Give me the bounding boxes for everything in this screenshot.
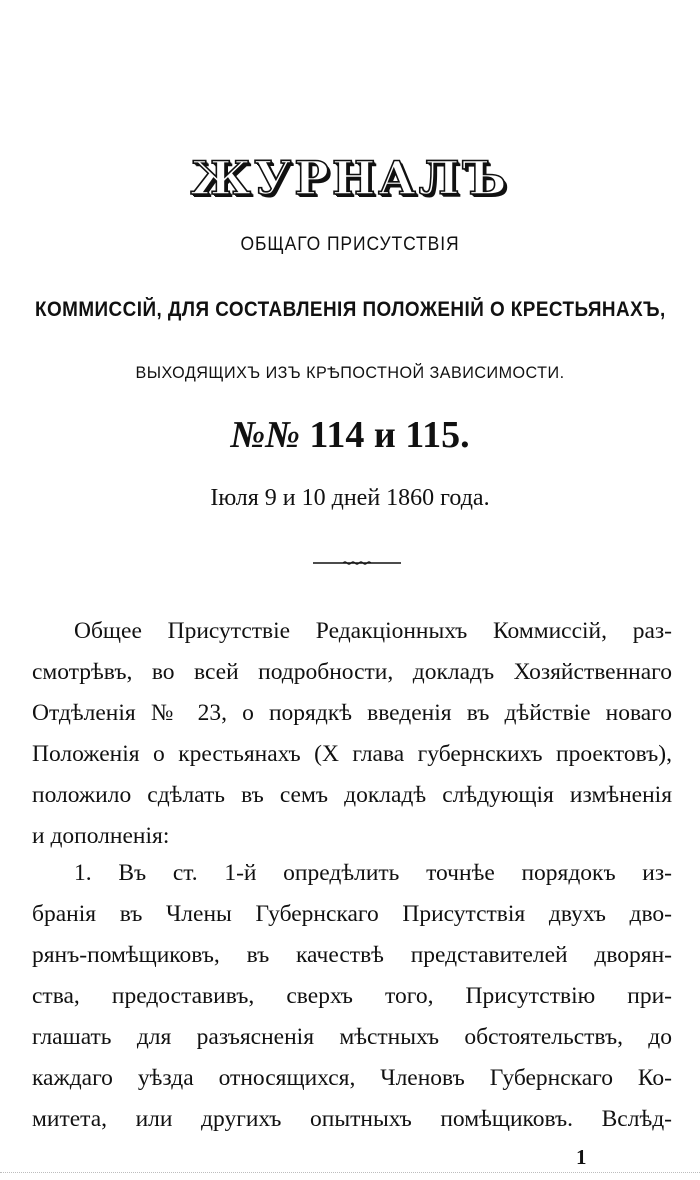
paragraph-item-1 — [32, 853, 672, 1140]
text-line: смотрѣвъ, во всей подробности, докладъ Хозяйственнаго — [32, 659, 672, 685]
text-line: глашать для разъясненія мѣстныхъ обстоятельствъ, до — [32, 1024, 672, 1050]
paragraph-intro — [32, 611, 672, 857]
issue-number-sign: №№ — [230, 414, 300, 456]
text-line: митета, или другихъ опытныхъ помѣщиковъ. Вслѣд- — [32, 1106, 672, 1132]
subtitle-line-1: ОБЩАГО ПРИСУТСТВІЯ — [240, 234, 460, 255]
text-line: Общее Присутствіе Редакціонныхъ Коммиссій, раз- — [74, 618, 672, 644]
text-line: Отдѣленія № 23, о порядкѣ введенія въ дѣйствіе новаго — [32, 700, 672, 726]
issue-number-values: 114 и 115. — [309, 414, 470, 456]
issue-date: Іюля 9 и 10 дней 1860 года. — [210, 485, 490, 511]
subtitle-line-3: ВЫХОДЯЩИХЪ ИЗЪ КРѢПОСТНОЙ ЗАВИСИМОСТИ. — [135, 363, 565, 382]
text-line: ства, предоставивъ, сверхъ того, Присутствію при- — [32, 983, 672, 1009]
subtitle-line-2: КОММИССІЙ, ДЛЯ СОСТАВЛЕНІЯ ПОЛОЖЕНІЙ О КРЕСТЬЯНАХЪ, — [35, 298, 666, 321]
text-line: каждаго уѣзда относящихся, Членовъ Губернскаго Ко- — [32, 1065, 672, 1091]
text-line: бранія въ Члены Губернскаго Присутствія двухъ дво- — [32, 901, 672, 927]
ornamental-divider — [313, 560, 401, 566]
issue-numbers — [0, 411, 700, 459]
text-line: и дополненія: — [32, 823, 170, 849]
page-number: 1 — [576, 1145, 587, 1169]
text-line: рянъ-помѣщиковъ, въ качествѣ представителей дворян- — [32, 942, 672, 968]
text-line: Положенія о крестьянахъ (X глава губернскихъ проектовъ), — [32, 741, 672, 767]
page-bottom-edge — [0, 1172, 700, 1175]
text-line: 1. Въ ст. 1-й опредѣлить точнѣе порядокъ из- — [74, 860, 672, 886]
text-line: положило сдѣлать въ семъ докладѣ слѣдующія измѣненія — [32, 782, 672, 808]
masthead-title: ЖУРНАЛЪ — [190, 151, 510, 205]
